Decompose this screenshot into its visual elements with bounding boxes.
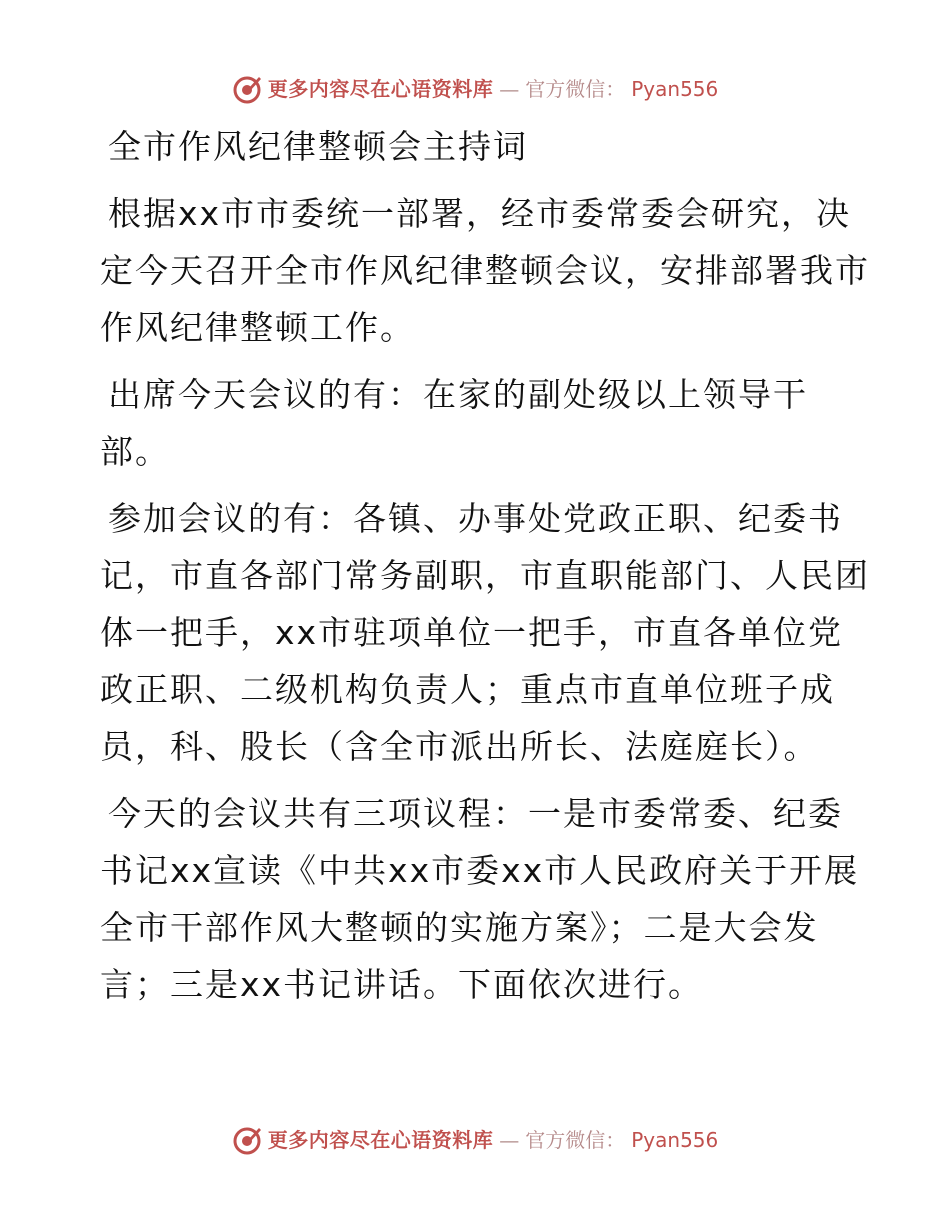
paragraph-4: 今天的会议共有三项议程：一是市委常委、纪委书记xx宣读《中共xx市委xx市人民政府关于开展全市干部作风大整顿的实施方案》；二是大会发言；三是xx书记讲话。下面依次进行。 <box>100 794 860 1004</box>
banner-dash: — <box>499 1128 520 1152</box>
paragraph-3: 参加会议的有：各镇、办事处党政正职、纪委书记，市直各部门常务副职，市直职能部门、人民团体一把手，xx市驻项单位一把手，市直各单位党政正职、二级机构负责人；重点市直单位班子成员，科、股长（含全市派出所长、法庭庭长）。 <box>100 499 870 766</box>
quill-logo-icon <box>232 1125 262 1155</box>
banner-dash: — <box>499 77 520 101</box>
banner-text: 更多内容尽在心语资料库 <box>267 77 494 101</box>
paragraph-2: 出席今天会议的有：在家的副处级以上领导干部。 <box>100 375 808 471</box>
header-banner <box>0 74 950 104</box>
document-body <box>100 118 870 1023</box>
banner-wechat-label: 官方微信： <box>525 1128 626 1152</box>
banner-wechat-id: Pyan556 <box>631 77 719 101</box>
banner-wechat-id: Pyan556 <box>631 1128 719 1152</box>
quill-logo-icon <box>232 74 262 104</box>
paragraph-1: 根据xx市市委统一部署，经市委常委会研究，决定今天召开全市作风纪律整顿会议，安排部署我市作风纪律整顿工作。 <box>100 194 870 347</box>
banner-wechat-label: 官方微信： <box>525 77 626 101</box>
document-title: 全市作风纪律整顿会主持词 <box>108 127 528 166</box>
banner-text: 更多内容尽在心语资料库 <box>267 1128 494 1152</box>
footer-banner <box>0 1125 950 1155</box>
